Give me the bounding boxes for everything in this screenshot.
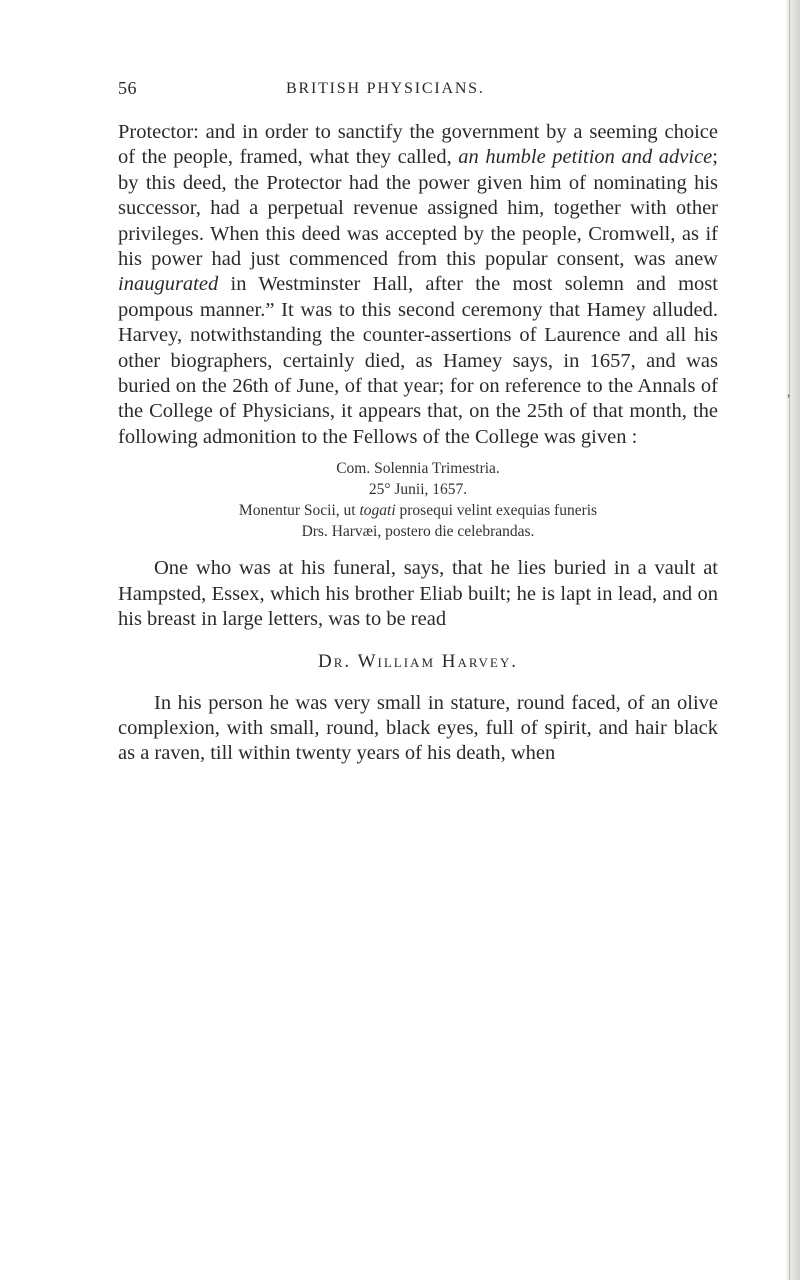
paragraph-1-italic-inaugurated: inaugurated (118, 273, 219, 296)
text-body (118, 120, 718, 767)
paragraph-3: In his person he was very small in stature, round faced, of an olive complexion, with small, round, black eyes, full of spirit, and hair black as a raven, till within twenty years of his death, when (118, 691, 718, 765)
margin-mark: , (787, 385, 791, 400)
admonition-line-3-a: Monentur Socii, ut (238, 502, 360, 520)
paragraph-1-text-c: in Westminster Hall, after the most solemn and most pompous manner.” It was to this second ceremony that Hamey alluded. Harvey, notwithstanding the counter-assertions of Laurence and all his other biographers, certainly died, as Hamey says, in 1657, and was buried on the 26th of June, of that year; for on reference to the Annals of the College of Physicians, it appears that, on the 25th of that month, the following admonition to the Fellows of the College was given : (118, 273, 718, 448)
admonition-line-2: 25° Junii, 1657. (368, 481, 468, 499)
admonition-line-1: Com. Solennia Trimestria. (336, 460, 500, 478)
paragraph-2: One who was at his funeral, says, that he lies buried in a vault at Hampsted, Essex, which his brother Eliab built; he is lapt in lead, and on his breast in large letters, was to be read (118, 557, 718, 631)
paragraph-1 (118, 120, 718, 450)
admonition-line-3 (118, 500, 718, 521)
inscription: Dr. William Harvey. (318, 650, 518, 672)
admonition-line-4: Drs. Harvæi, postero die celebrandas. (301, 523, 535, 541)
latin-admonition (118, 458, 718, 542)
page-edge-line (789, 0, 790, 1280)
page-number: 56 (118, 78, 137, 98)
paragraph-1-italic-petition: an humble petition and advice (458, 146, 713, 169)
paragraph-1-text-b: ; by this deed, the Protector had the power given him of nominating his successor, had a perpetual revenue assigned him, together with other privileges. When this deed was accepted by the people, Cromwell, as if his power had just commenced from this popular consent, was anew (118, 146, 718, 271)
running-head: BRITISH PHYSICIANS. (286, 80, 485, 97)
admonition-line-3-b: prosequi velint exequias funeris (395, 502, 598, 520)
page-header (118, 78, 718, 104)
paragraph-1-text-a: Protector: and in order to sanctify the government by a seeming choice of the people, framed, what they called, (118, 121, 718, 169)
admonition-italic-togati: togati (359, 502, 396, 520)
